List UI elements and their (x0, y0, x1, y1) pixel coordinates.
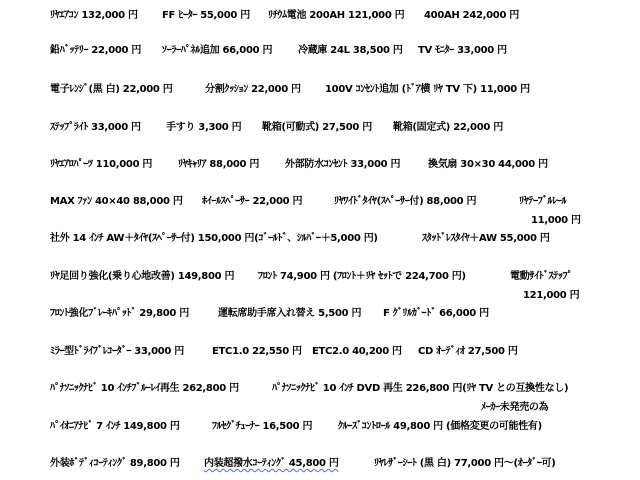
price-item: ﾌﾛﾝﾄ 74,900 円 (ﾌﾛﾝﾄ＋ﾘﾔ ｾｯﾄで 224,700 円) (258, 271, 466, 282)
price-item: 内装超撥水ｺｰﾃｨﾝｸﾞ 45,800 円 (204, 458, 339, 469)
price-row-continuation (0, 213, 640, 231)
price-item: ﾌﾙｾｸﾞﾁｭｰﾅｰ 16,500 円 (212, 421, 313, 432)
price-item: 靴箱(可動式) 27,500 円 (262, 122, 372, 133)
price-row-continuation (0, 288, 640, 306)
price-row (0, 8, 640, 26)
price-item: ｽﾃｯﾌﾟﾗｲﾄ 33,000 円 (50, 122, 141, 133)
price-item: ETC2.0 40,200 円 (312, 346, 402, 357)
price-item: ﾘﾔﾚｻﾞｰｼｰﾄ (黒 白) 77,000 円～(ｵｰﾀﾞｰ可) (374, 458, 556, 469)
price-item: ﾌﾛﾝﾄ強化ﾌﾞﾚｰｷﾊﾟｯﾄﾞ 29,800 円 (50, 308, 189, 319)
price-item: CD ｵｰﾃﾞｨｵ 27,500 円 (418, 346, 518, 357)
price-row-continuation (0, 400, 640, 418)
price-row (0, 120, 640, 138)
price-row (0, 194, 640, 212)
price-item: 冷蔵庫 24L 38,500 円 (298, 45, 403, 56)
price-row (0, 231, 640, 249)
price-row (0, 419, 640, 437)
price-item: ﾘﾔ足回り強化(乗り心地改善) 149,800 円 (50, 271, 235, 282)
price-item: ﾎｲｰﾙｽﾍﾟｰｻｰ 22,000 円 (202, 196, 303, 207)
price-item: 外装ﾎﾞﾃﾞｨｺｰﾃｨﾝｸﾞ 89,800 円 (50, 458, 180, 469)
price-item: 社外 14 ｲﾝﾁ AW＋ﾀｲﾔ(ｽﾍﾟｰｻｰ付) 150,000 円(ｺﾞｰﾙﾄﾞ、ｼﾙﾊﾞｰ＋5,000 円) (50, 233, 378, 244)
price-item: ﾘﾔﾃｰﾌﾞﾙﾚｰﾙ (519, 196, 567, 207)
price-item: ﾊﾟｲｵﾆｱﾅﾋﾞ 7 ｲﾝﾁ 149,800 円 (50, 421, 180, 432)
price-item-continuation: ﾒｰｶｰ未発売の為 (481, 402, 549, 413)
price-item-continuation: 11,000 円 (531, 215, 581, 226)
price-row (0, 306, 640, 324)
price-row (0, 456, 640, 474)
price-item: ﾐﾗｰ型ﾄﾞﾗｲﾌﾞﾚｺｰﾀﾞｰ 33,000 円 (50, 346, 184, 357)
price-item: ETC1.0 22,550 円 (212, 346, 302, 357)
price-item: TV ﾓﾆﾀｰ 33,000 円 (418, 45, 507, 56)
price-item: ﾘﾔｴｱｺﾝ 132,000 円 (50, 10, 138, 21)
price-item: 電子ﾚﾝｼﾞ(黒 白) 22,000 円 (50, 84, 173, 95)
price-item: F ｸﾞﾘﾙｶﾞｰﾄﾞ 66,000 円 (383, 308, 489, 319)
price-item: ﾘﾔｴｱﾛﾊﾟｰﾂ 110,000 円 (50, 159, 153, 170)
price-item: 換気扇 30×30 44,000 円 (428, 159, 548, 170)
price-item: MAX ﾌｧﾝ 40×40 88,000 円 (50, 196, 183, 207)
price-item: 運転席助手席入れ替え 5,500 円 (218, 308, 362, 319)
price-row (0, 381, 640, 399)
price-item: 鉛ﾊﾞｯﾃﾘｰ 22,000 円 (50, 45, 142, 56)
price-item: ｽﾀｯﾄﾞﾚｽﾀｲﾔ＋AW 55,000 円 (422, 233, 550, 244)
price-item: 外部防水ｺﾝｾﾝﾄ 33,000 円 (285, 159, 401, 170)
price-row (0, 82, 640, 100)
price-row (0, 269, 640, 287)
price-item: ｸﾙｰｽﾞｺﾝﾄﾛｰﾙ 49,800 円 (価格変更の可能性有) (338, 421, 542, 432)
price-item: ﾘﾁｳﾑ電池 200AH 121,000 円 (268, 10, 405, 21)
price-item: ﾊﾟﾅｿﾆｯｸﾅﾋﾞ 10 ｲﾝﾁﾌﾞﾙｰﾚｲ再生 262,800 円 (50, 383, 239, 394)
price-row (0, 344, 640, 362)
price-item-continuation: 121,000 円 (523, 290, 580, 301)
price-item: 電動ｻｲﾄﾞｽﾃｯﾌﾟ (510, 271, 573, 282)
price-item: ﾊﾟﾅｿﾆｯｸﾅﾋﾞ 10 ｲﾝﾁ DVD 再生 226,800 円(ﾘﾔ TV との互換性なし) (272, 383, 569, 394)
price-item: 400AH 242,000 円 (424, 10, 519, 21)
price-item: 手すり 3,300 円 (166, 122, 242, 133)
price-item: 100V ｺﾝｾﾝﾄ追加 (ﾄﾞｱ横 ﾘﾔ TV 下) 11,000 円 (325, 84, 530, 95)
price-item: 靴箱(固定式) 22,000 円 (393, 122, 503, 133)
price-row (0, 43, 640, 61)
price-item: FF ﾋｰﾀｰ 55,000 円 (162, 10, 250, 21)
price-item: 分割ｸｯｼｮﾝ 22,000 円 (205, 84, 301, 95)
price-item: ｿｰﾗｰﾊﾟﾈﾙ追加 66,000 円 (162, 45, 273, 56)
price-item: ﾘﾔﾜｲﾄﾞﾀｲﾔ(ｽﾍﾟｰｻｰ付) 88,000 円 (334, 196, 477, 207)
price-row (0, 157, 640, 175)
price-item: ﾘﾔｷｬﾘｱ 88,000 円 (178, 159, 260, 170)
